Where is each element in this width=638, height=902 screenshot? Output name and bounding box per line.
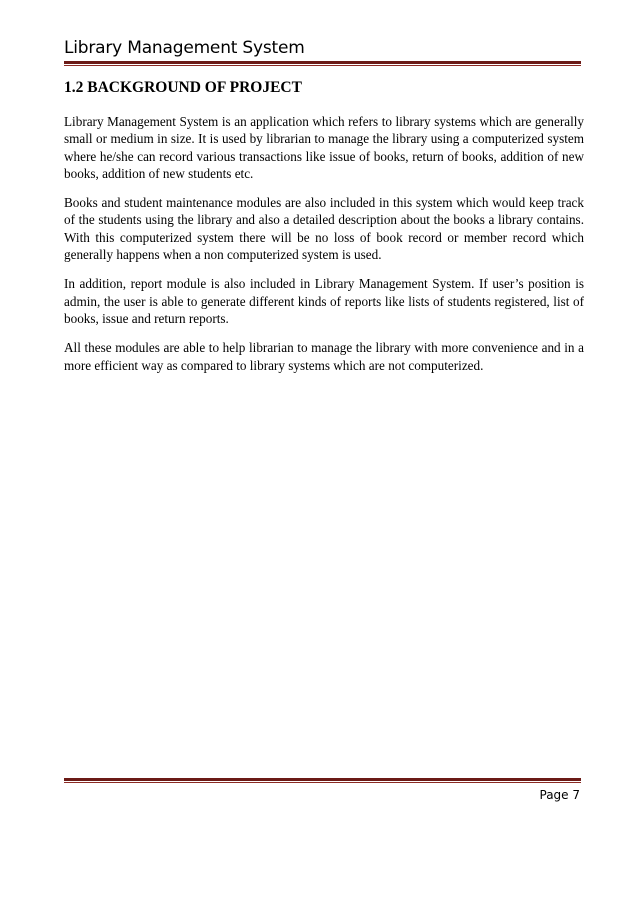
paragraph-2: Books and student maintenance modules are also included in this system which would keep track of the students using the library and also a detailed description about the books a library contains. With this computerized system there will be no loss of book record or member record which generally happens when a non computerized system is used. (64, 195, 584, 263)
footer-divider (64, 778, 581, 783)
header-divider (64, 61, 581, 66)
paragraph-1: Library Management System is an application which refers to library systems which are generally small or medium in size. It is used by librarian to manage the library using a computerized system where he/she can record various transactions like issue of books, return of books, addition of new books, addition of new students etc. (64, 114, 584, 181)
page-number: Page 7 (539, 788, 580, 802)
paragraph-4: All these modules are able to help librarian to manage the library with more convenience and in a more efficient way as compared to library systems which are not computerized. (64, 340, 584, 373)
section-heading: 1.2 BACKGROUND OF PROJECT (64, 79, 302, 96)
page-header-title: Library Management System (64, 38, 305, 58)
paragraph-3: In addition, report module is also included in Library Management System. If user’s position is admin, the user is able to generate different kinds of reports like lists of students registered, list of books, issue and return reports. (64, 276, 584, 326)
section-body (64, 113, 584, 386)
